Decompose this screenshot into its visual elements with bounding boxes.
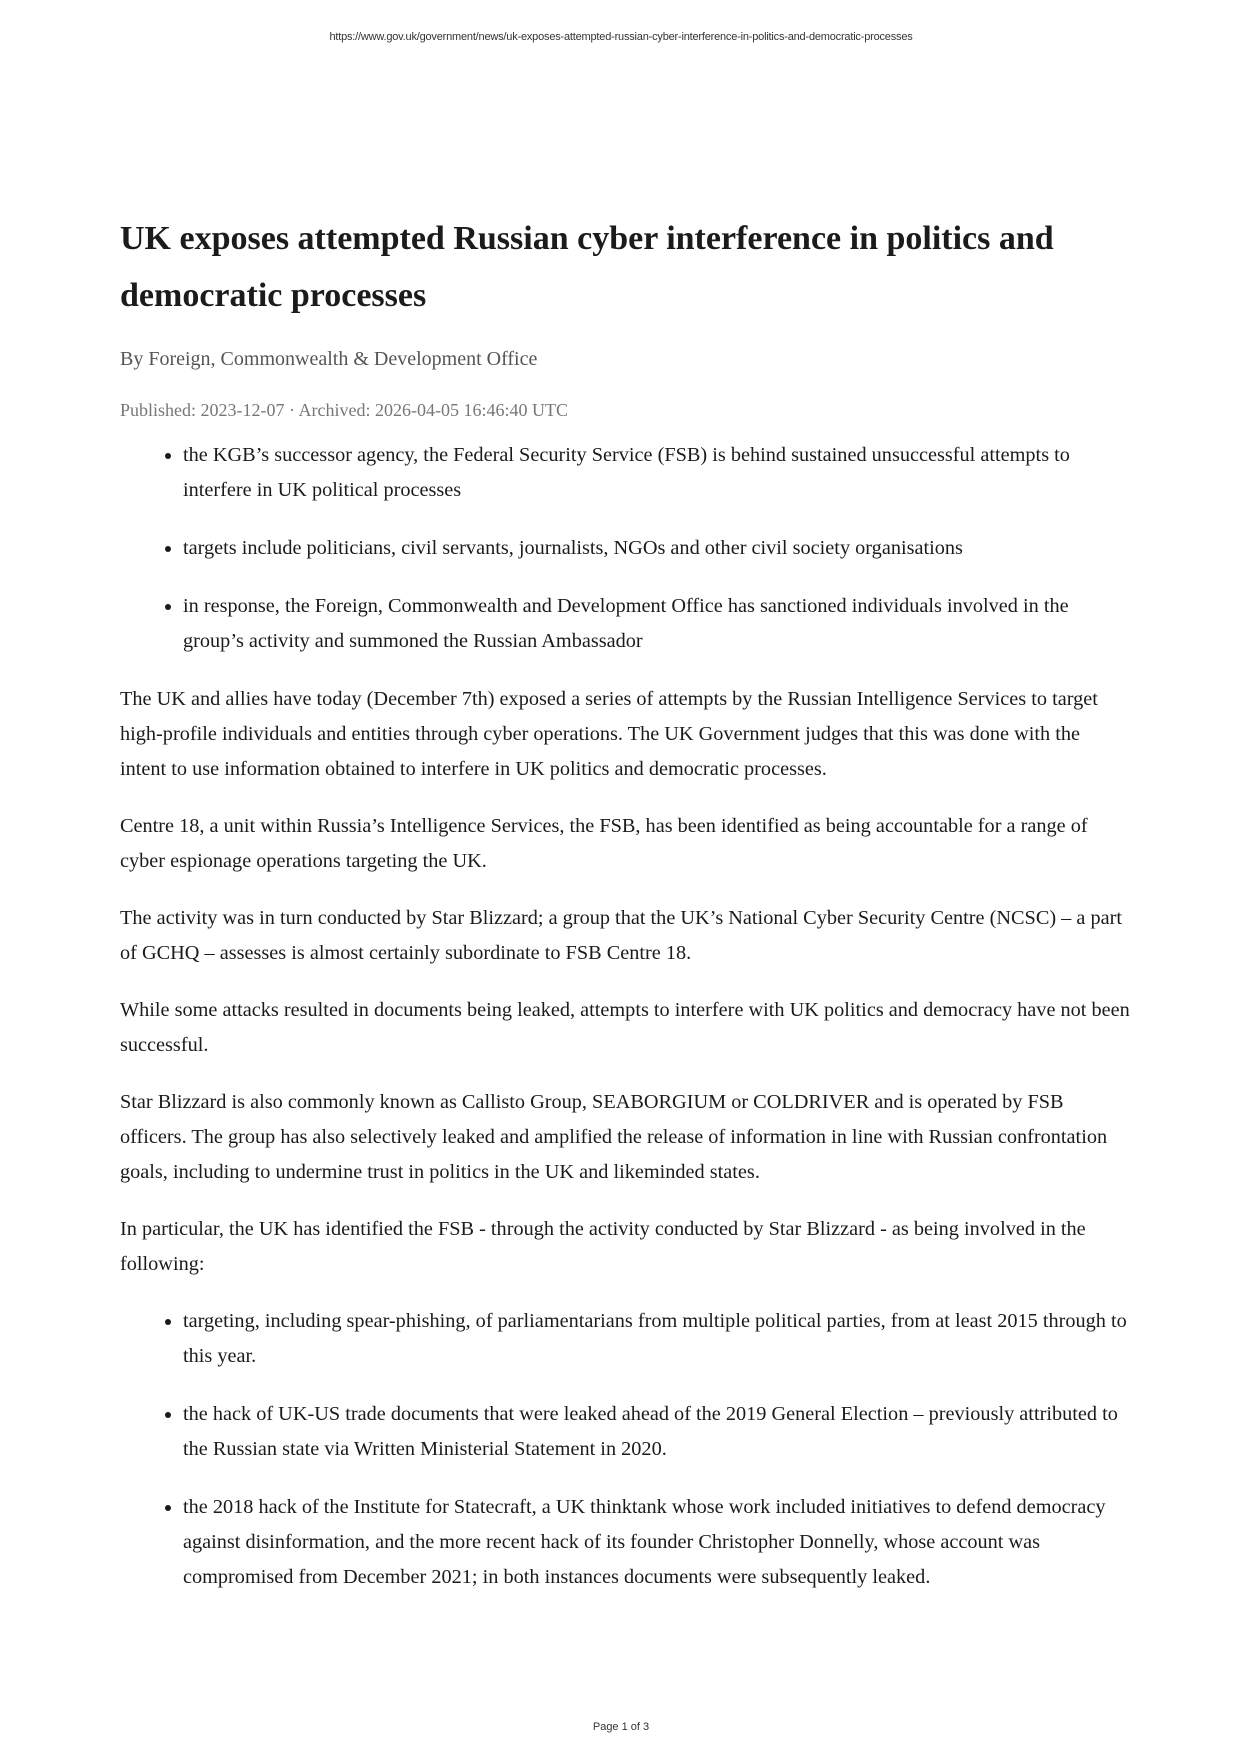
paragraph: The UK and allies have today (December 7th) exposed a series of attempts by the Russian Intelligence Services to target high-profile individuals and entities through cyber operations. The UK Government judges that this was done with the intent to use information obtained to interfere in UK politics and democratic processes. [120,688,1098,780]
list-item: • in response, the Foreign, Commonwealth and Development Office has sanctioned individuals involved in the group’s activity and summoned the Russian Ambassador [183,589,1130,659]
publish-meta: Published: 2023-12-07 · Archived: 2026-04-05 16:46:40 UTC [120,400,568,420]
paragraph: Star Blizzard is also commonly known as Callisto Group, SEABORGIUM or COLDRIVER and is operated by FSB officers. The group has also selectively leaked and amplified the release of information in line with Russian confrontation goals, including to undermine trust in politics in the UK and likeminded states. [120,1091,1108,1183]
paragraph: The activity was in turn conducted by Star Blizzard; a group that the UK’s National Cyber Security Centre (NCSC) – a part of GCHQ – assesses is almost certainly subordinate to FSB Centre 18. [120,907,1122,964]
article-title: UK exposes attempted Russian cyber interference in politics and democratic processes [120,220,1054,314]
page-url: https://www.gov.uk/government/news/uk-exposes-attempted-russian-cyber-interference-in-politics-and-democratic-processes [329,31,913,43]
summary-list [120,438,1130,659]
list-item: • the 2018 hack of the Institute for Statecraft, a UK thinktank whose work included initiatives to defend democracy against disinformation, and the more recent hack of its founder Christopher Donnelly, whose account was compromised from December 2021; in both instances documents were subsequently leaked. [183,1490,1130,1595]
paragraph: While some attacks resulted in documents being leaked, attempts to interfere with UK politics and democracy have not been successful. [120,999,1130,1056]
list-item: • targeting, including spear-phishing, of parliamentarians from multiple political parties, from at least 2015 through to this year. [183,1304,1130,1374]
paragraph: Centre 18, a unit within Russia’s Intelligence Services, the FSB, has been identified as being accountable for a range of cyber espionage operations targeting the UK. [120,815,1088,872]
list-item: • targets include politicians, civil servants, journalists, NGOs and other civil society organisations [183,531,1130,566]
paragraph: In particular, the UK has identified the FSB - through the activity conducted by Star Blizzard - as being involved in the following: [120,1218,1086,1275]
byline: By Foreign, Commonwealth & Development Office [120,348,538,370]
page-number: Page 1 of 3 [592,1721,650,1733]
list-item: • the hack of UK-US trade documents that were leaked ahead of the 2019 General Election – previously attributed to the Russian state via Written Ministerial Statement in 2020. [183,1397,1130,1467]
article [120,210,1130,1618]
list-item: • the KGB’s successor agency, the Federal Security Service (FSB) is behind sustained unsuccessful attempts to interfere in UK political processes [183,438,1130,508]
activity-list [120,1304,1130,1595]
